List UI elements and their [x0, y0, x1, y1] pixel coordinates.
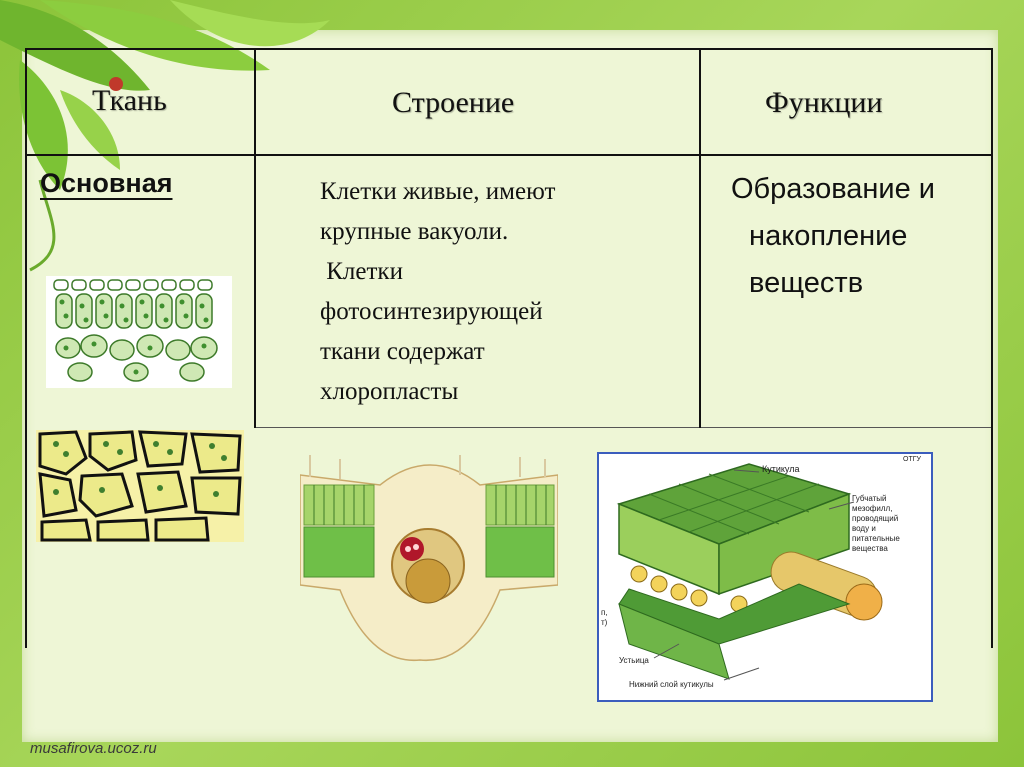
label-lower-cuticle: Нижний слой кутикулы	[629, 680, 714, 689]
table-col-divider-1	[254, 48, 256, 428]
header-functions: Функции	[765, 86, 883, 119]
label-line: т)	[601, 618, 608, 627]
tissue-name: Основная	[40, 168, 173, 198]
structure-line: ткани содержат	[320, 338, 485, 365]
label-line: п,	[601, 608, 608, 617]
parenchyma-cells-image	[46, 276, 232, 388]
label-corner: ОТГУ	[903, 456, 921, 463]
structure-line: хлоропласты	[320, 378, 459, 405]
label-line: вещества	[852, 544, 888, 553]
function-line: Образование и	[731, 173, 936, 205]
table-header-divider	[25, 154, 993, 156]
storage-tissue-image	[36, 430, 244, 542]
table-border-top	[25, 48, 993, 50]
functions-text	[731, 166, 991, 307]
function-line: накопление	[741, 220, 908, 252]
table-border-right	[991, 48, 993, 648]
footer-source: musafirova.ucoz.ru	[30, 740, 157, 757]
header-tissue: Ткань	[92, 84, 167, 117]
structure-line: Клетки живые, имеют	[320, 178, 556, 205]
header-structure: Строение	[392, 86, 515, 119]
structure-line: фотосинтезирующей	[320, 298, 543, 325]
structure-line: крупные вакуоли.	[320, 218, 509, 245]
label-line: Губчатый	[852, 494, 887, 503]
table-border-left	[25, 48, 27, 648]
table-col-divider-2	[699, 48, 701, 428]
label-cuticle: Кутикула	[762, 464, 800, 474]
label-line: воду и	[852, 524, 876, 533]
label-stoma: Устьица	[619, 656, 649, 665]
label-mesophyll	[852, 494, 900, 554]
function-line: веществ	[741, 267, 864, 299]
label-line: питательные	[852, 534, 900, 543]
table-border-bottom	[255, 427, 993, 428]
decorative-leaves	[0, 0, 340, 300]
label-left	[601, 608, 608, 628]
label-line: проводящий	[852, 514, 899, 523]
structure-line: Клетки	[320, 258, 403, 285]
leaf-anatomy-diagram	[597, 452, 933, 702]
structure-text	[320, 172, 690, 412]
label-line: мезофилл,	[852, 504, 893, 513]
leaf-cross-section-image	[300, 455, 558, 665]
